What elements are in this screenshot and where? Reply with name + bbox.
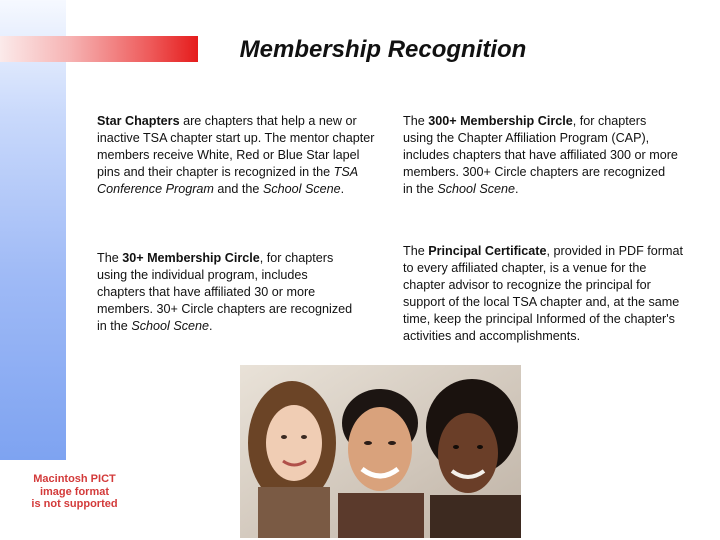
star-chapters-lead: Star Chapters: [97, 114, 180, 128]
principal-certificate-lead: Principal Certificate: [428, 244, 547, 258]
pict-unsupported-notice: Macintosh PICT image format is not supported: [31, 473, 118, 510]
students-photo-illustration: [240, 365, 521, 538]
circle-30-paragraph: The 30+ Membership Circle, for chapters using the individual program, includes chapters that have affiliated 30 or more members. 30+ Circle chapters are recognized in the School Scene.: [97, 251, 353, 333]
circle-300-paragraph: The 300+ Membership Circle, for chapters using the Chapter Affiliation Program (CAP), includes chapters that have affiliated 300 or more members. 300+ Circle chapters are recognized in the School Scene.: [403, 114, 678, 196]
star-chapters-paragraph: Star Chapters are chapters that help a new or inactive TSA chapter start up. The mentor chapter members receive White, Red or Blue Star lapel pins and their chapter is recognized in the TSA Conference Program and the School Scene.: [97, 114, 375, 196]
left-gradient-bar: [0, 0, 66, 460]
circle-300-lead: 300+ Membership Circle: [428, 114, 573, 128]
students-photo: [240, 365, 521, 538]
principal-certificate-paragraph: The Principal Certificate, provided in PDF format to every affiliated chapter, is a venue for the chapter advisor to recognize the principal for support of the local TSA chapter and, at the same time, keep the principal Informed of the chapter's activities and accomplishments.: [403, 244, 683, 343]
circle-30-lead: 30+ Membership Circle: [122, 251, 260, 265]
slide-title: Membership Recognition: [239, 36, 527, 63]
